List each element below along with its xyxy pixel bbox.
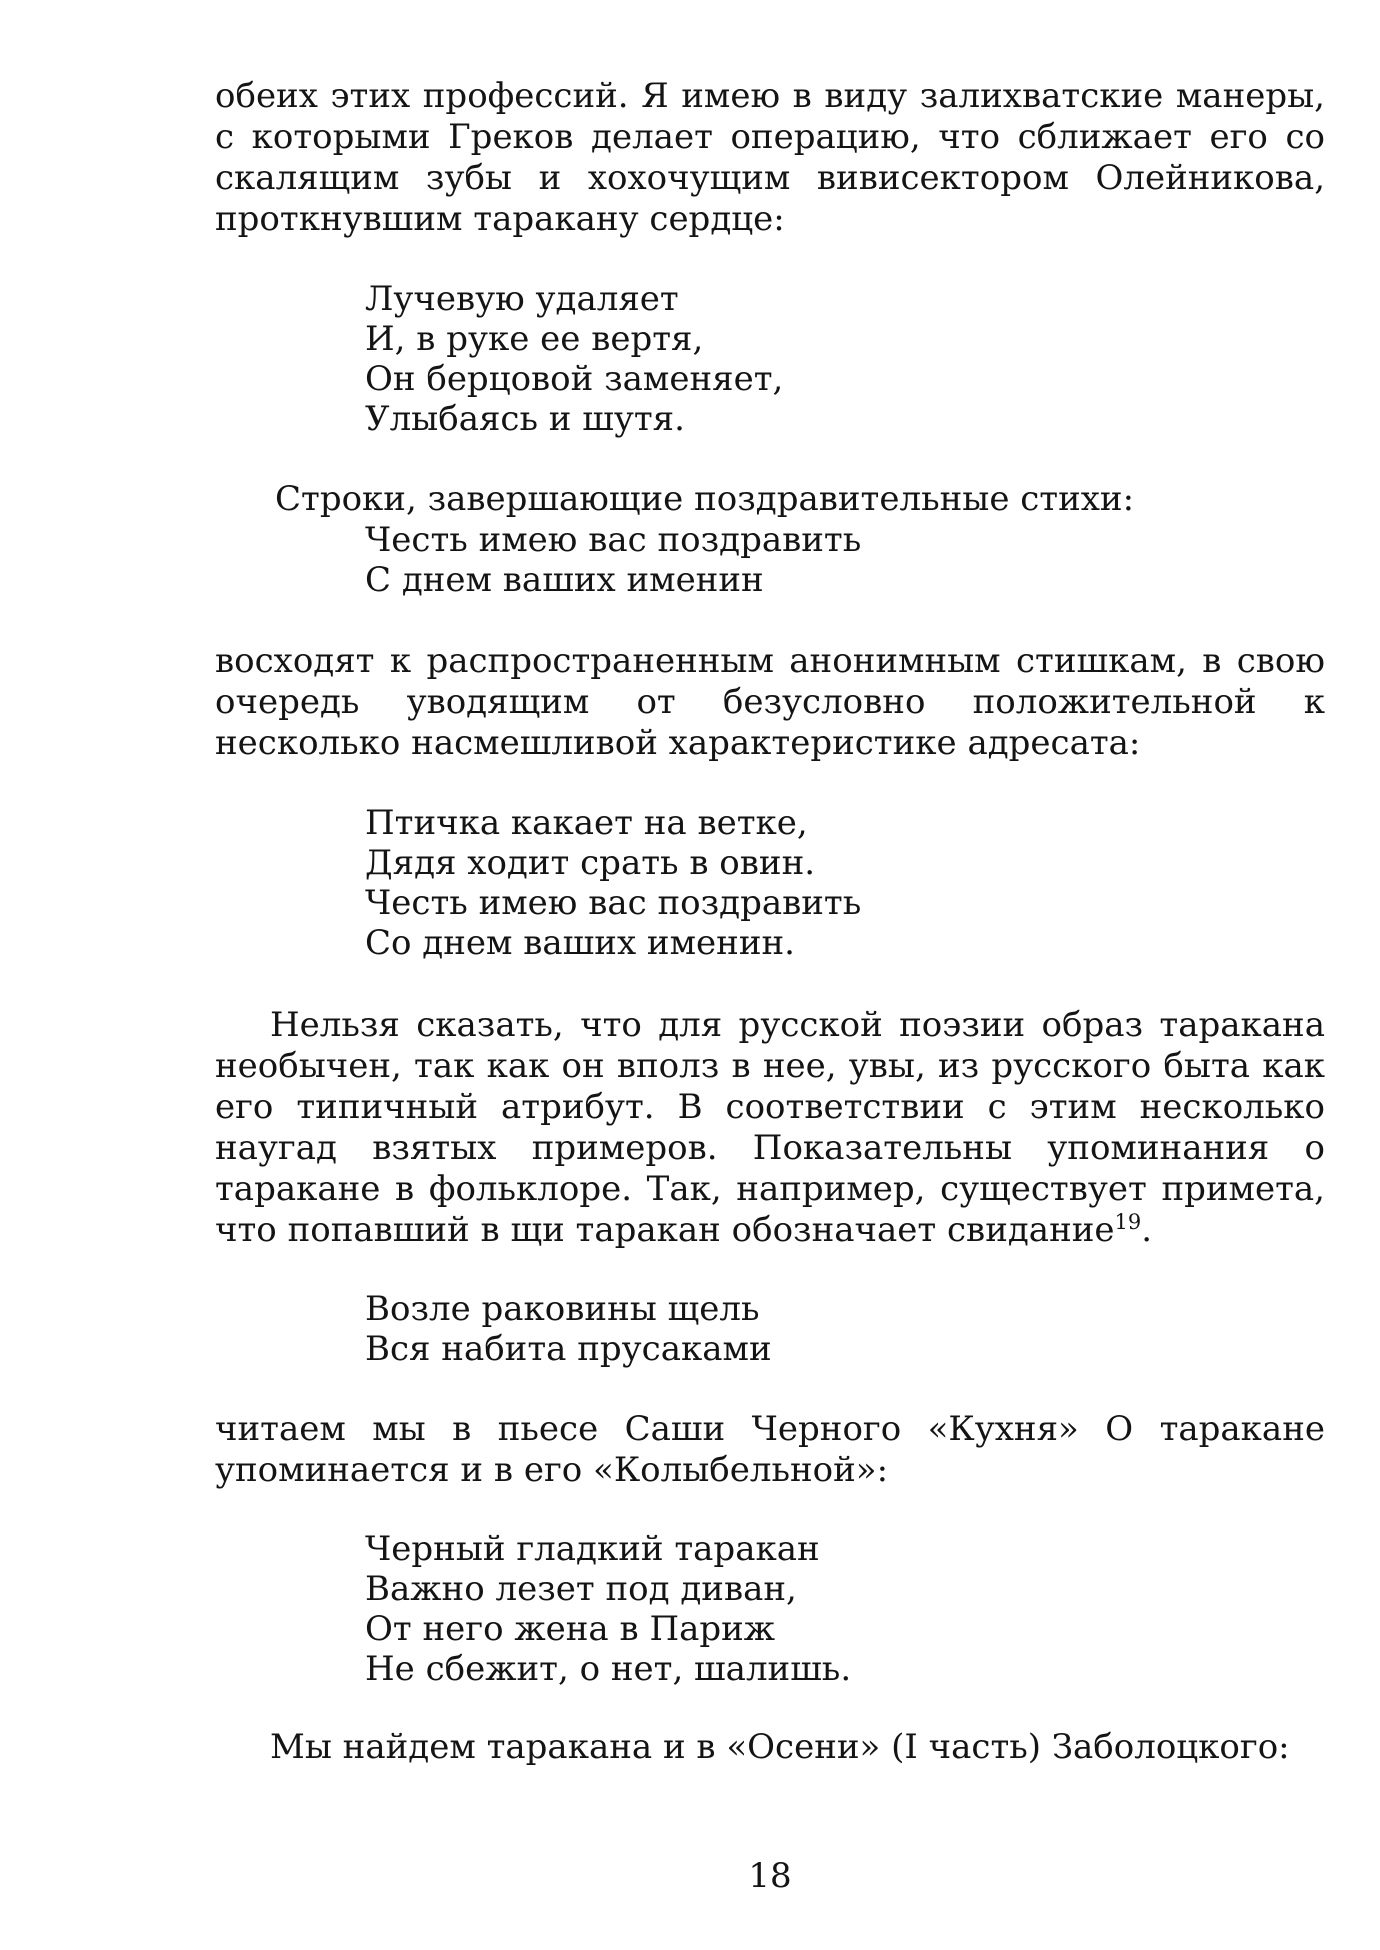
footnote-marker: 19 xyxy=(1114,1210,1142,1234)
verse-stanza xyxy=(365,803,1325,963)
verse-line: Возле раковины щель xyxy=(365,1289,760,1329)
verse-line: Черный гладкий таракан xyxy=(365,1529,820,1569)
verse-line: Дядя ходит срать в овин. xyxy=(365,843,816,883)
verse-line: Улыбаясь и шутя. xyxy=(365,399,685,439)
book-page xyxy=(215,76,1325,1896)
paragraph: читаем мы в пьесе Саши Черного «Кухня» О таракане упоминается и в его «Колыбельной»: xyxy=(215,1409,1325,1490)
verse-line: Не сбежит, о нет, шалишь. xyxy=(365,1649,852,1689)
verse-line: Честь имею вас поздравить xyxy=(365,883,862,923)
verse-line: И, в руке ее вертя, xyxy=(365,319,704,359)
verse-line: С днем ваших именин xyxy=(365,560,764,600)
verse-line: Вся набита прусаками xyxy=(365,1329,772,1369)
verse-stanza xyxy=(365,1289,1325,1369)
verse-line: Со днем ваших именин. xyxy=(365,923,795,963)
paragraph xyxy=(215,1005,1325,1251)
verse-line: Птичка какает на ветке, xyxy=(365,803,808,843)
verse-introduction: Строки, завершающие поздравительные стихи: xyxy=(275,479,1135,519)
verse-stanza xyxy=(365,279,1325,439)
verse-line: Лучевую удаляет xyxy=(365,279,679,319)
paragraph-text: Нельзя сказать, что для русской поэзии образ таракана необычен, так как он вполз в нее, увы, из русского быта как его типичный атрибут. В соответствии с этим несколько наугад взятых примеров. Показательны упоминания о таракане в фольклоре. Так, например, существует примета, что попавший в щи таракан обозначает свидание xyxy=(215,1005,1325,1250)
verse-line: Честь имею вас поздравить xyxy=(365,520,862,560)
paragraph: восходят к распространенным анонимным стишкам, в свою очередь уводящим от безусловно положительной к несколько насмешливой характеристике адресата: xyxy=(215,641,1325,763)
verse-line: От него жена в Париж xyxy=(365,1609,776,1649)
paragraph: обеих этих профессий. Я имею в виду залихватские манеры, с которыми Греков делает операцию, что сближает его со скалящим зубы и хохочущим вивисектором Олейникова, проткнувшим таракану сердце: xyxy=(215,76,1325,239)
verse-stanza xyxy=(365,1529,1325,1689)
verse-stanza xyxy=(365,520,1325,600)
verse-line: Важно лезет под диван, xyxy=(365,1569,797,1609)
paragraph: Мы найдем таракана и в «Осени» (I часть) Заболоцкого: xyxy=(270,1727,1290,1767)
verse-line: Он берцовой заменяет, xyxy=(365,359,784,399)
paragraph-tail: . xyxy=(1141,1210,1153,1250)
page-number: 18 xyxy=(748,1856,792,1896)
